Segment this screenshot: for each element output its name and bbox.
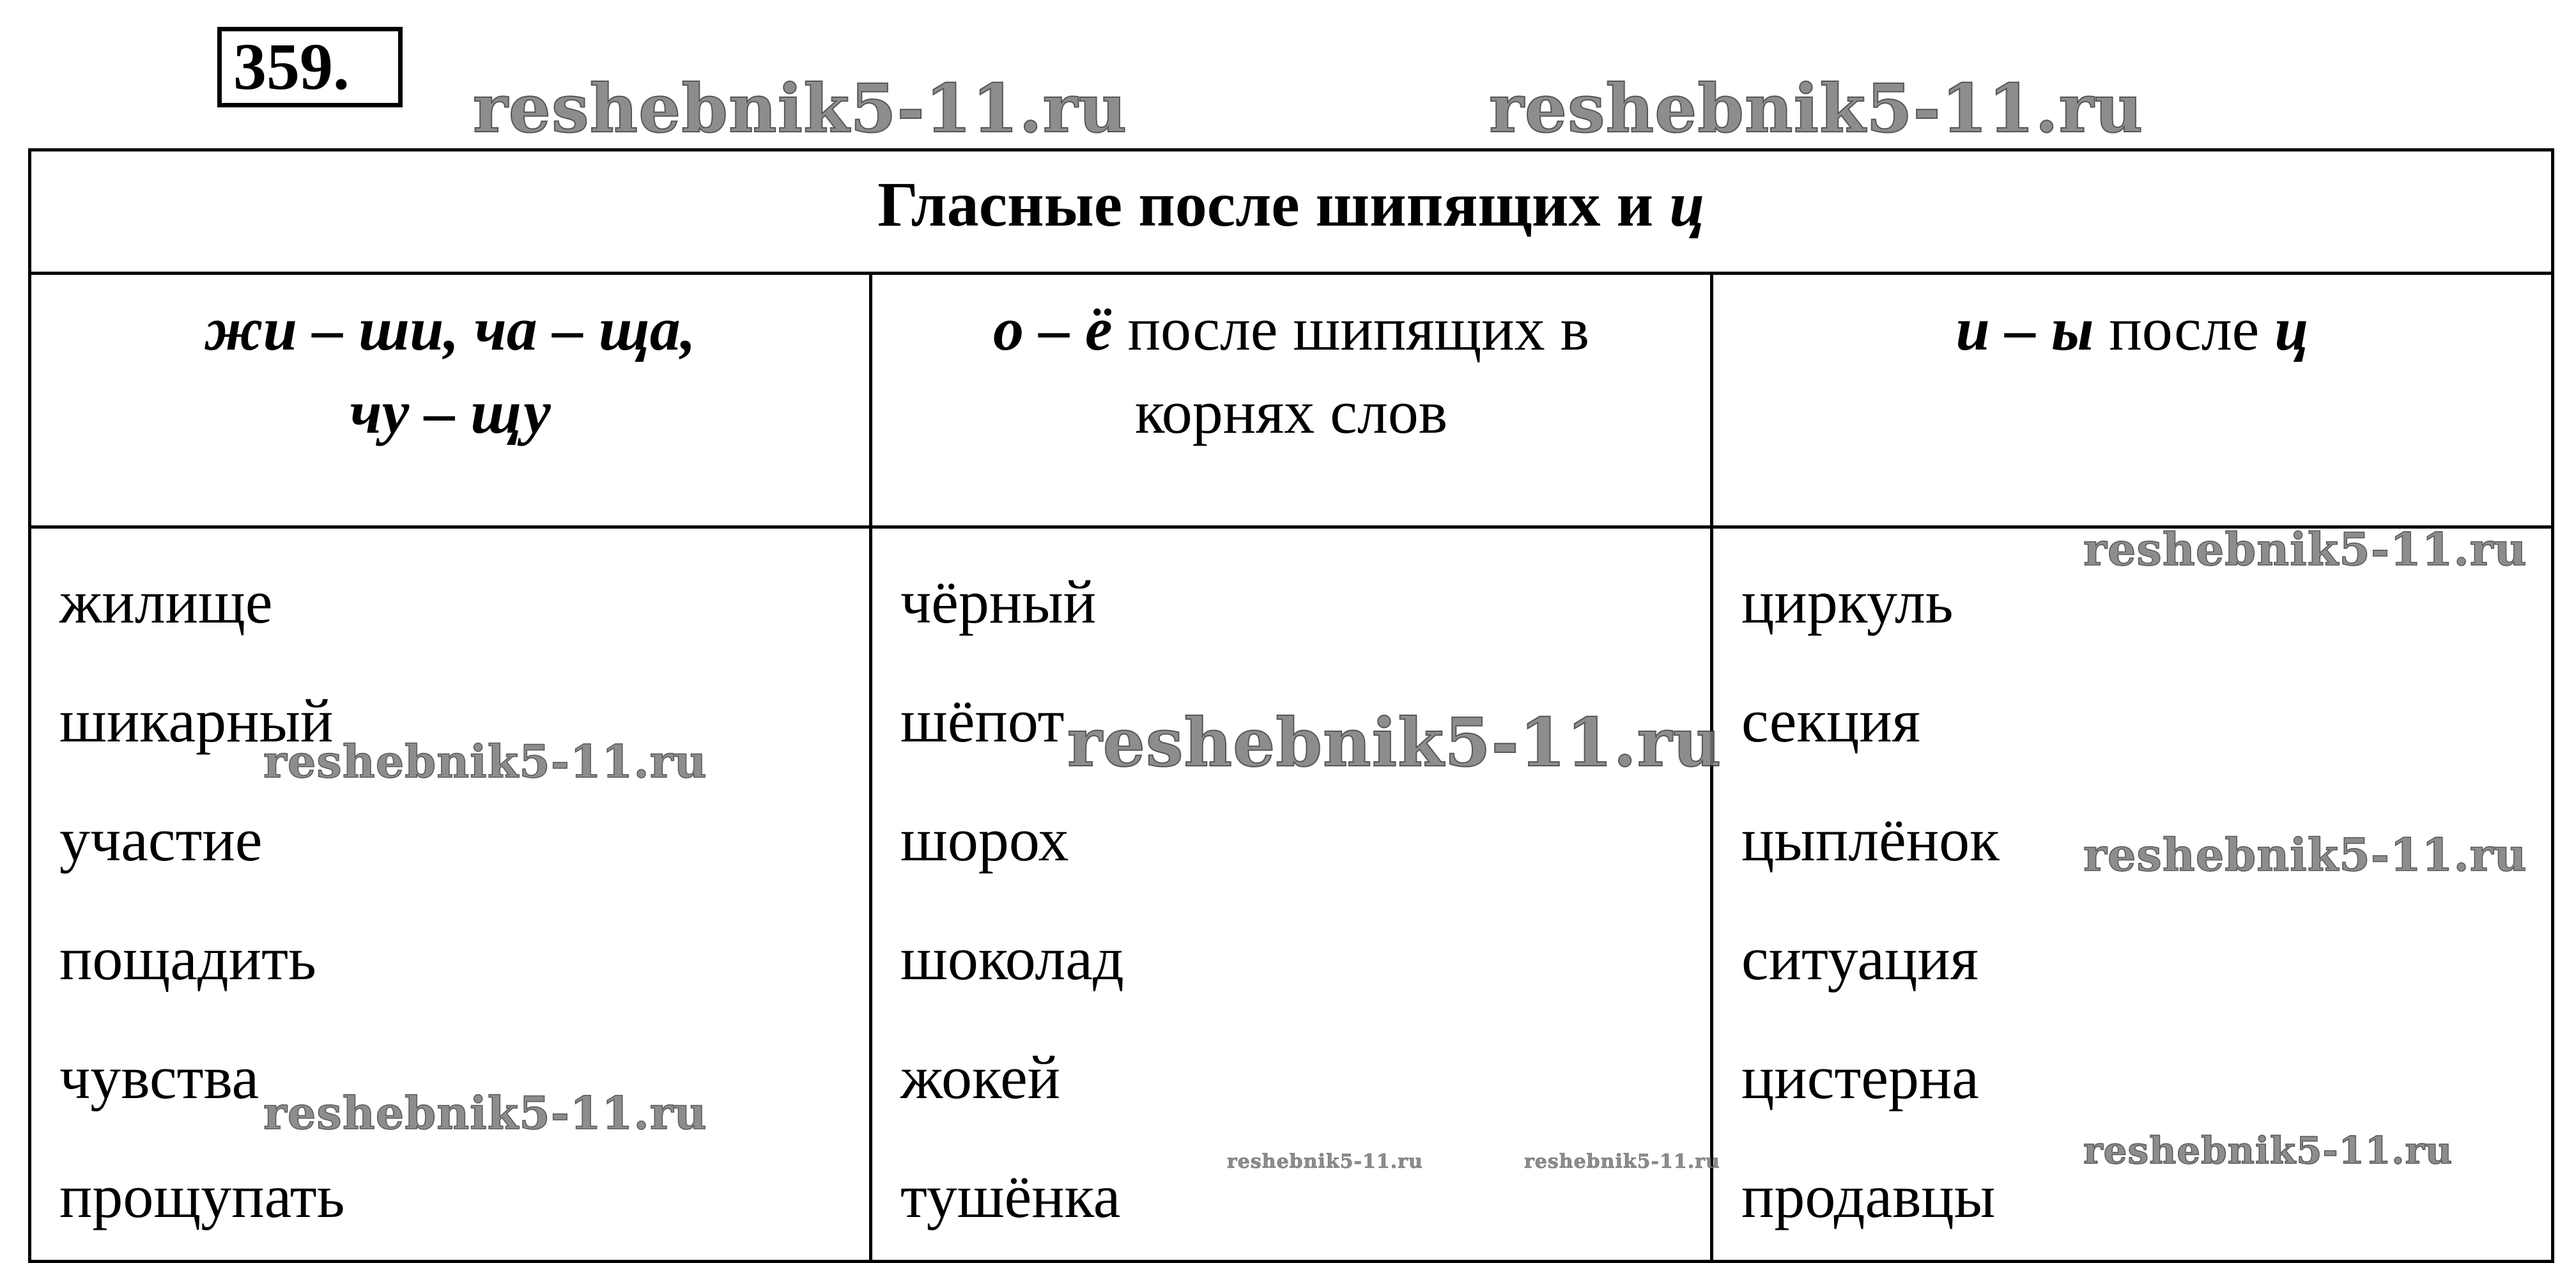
column-header-2-text1: после шипящих в <box>1112 295 1589 363</box>
list-item: прощупать <box>59 1162 345 1230</box>
column-header-1-line1: жи – ши, ча – ща, <box>204 295 696 363</box>
column-header-3-text: после <box>2094 295 2275 363</box>
list-item: чёрный <box>900 568 1097 636</box>
watermark: reshebnik5-11.ru <box>2083 523 2527 576</box>
watermark: reshebnik5-11.ru <box>2083 1129 2453 1172</box>
watermark: reshebnik5-11.ru <box>2083 828 2527 881</box>
watermark: reshebnik5-11.ru <box>1524 1151 1720 1173</box>
table-title-letter: ц <box>1669 169 1705 240</box>
column-header-2-text2: корнях слов <box>1134 378 1448 446</box>
column-header-3-letters: и – ы <box>1955 295 2094 363</box>
list-item: тушёнка <box>900 1162 1121 1230</box>
list-item: шоколад <box>900 924 1124 993</box>
column-header-3 <box>1712 274 2553 527</box>
table-title-text: Гласные после шипящих и <box>877 169 1670 240</box>
column-header-1 <box>30 274 871 527</box>
list-item: продавцы <box>1741 1162 1996 1230</box>
list-item: цистерна <box>1741 1043 1979 1112</box>
list-item: чувства <box>59 1043 259 1112</box>
list-item: цыплёнок <box>1741 805 2000 874</box>
list-item: пощадить <box>59 924 316 993</box>
watermark: reshebnik5-11.ru <box>473 69 1128 148</box>
watermark: reshebnik5-11.ru <box>1489 69 2144 148</box>
word-list-1 <box>30 527 871 1262</box>
watermark: reshebnik5-11.ru <box>1067 703 1722 782</box>
exercise-number: 359. <box>217 27 403 107</box>
column-header-2 <box>871 274 1712 527</box>
list-item: шорох <box>900 805 1069 874</box>
table-header-row <box>30 274 2553 527</box>
list-item: жилище <box>59 568 273 636</box>
watermark: reshebnik5-11.ru <box>263 1087 707 1140</box>
table-title-row <box>30 150 2553 274</box>
watermark: reshebnik5-11.ru <box>263 735 707 788</box>
list-item: жокей <box>900 1043 1061 1112</box>
column-header-3-letter: ц <box>2274 295 2309 363</box>
column-header-1-line2: чу – щу <box>350 378 551 446</box>
list-item: шёпот <box>900 686 1065 755</box>
list-item: секция <box>1741 686 1920 755</box>
column-header-2-letters: о – ё <box>993 295 1113 363</box>
list-item: шикарный <box>59 686 334 755</box>
list-item: ситуация <box>1741 924 1978 993</box>
table-title <box>30 150 2553 274</box>
list-item: участие <box>59 805 263 874</box>
list-item: циркуль <box>1741 568 1954 636</box>
watermark: reshebnik5-11.ru <box>1227 1151 1423 1173</box>
